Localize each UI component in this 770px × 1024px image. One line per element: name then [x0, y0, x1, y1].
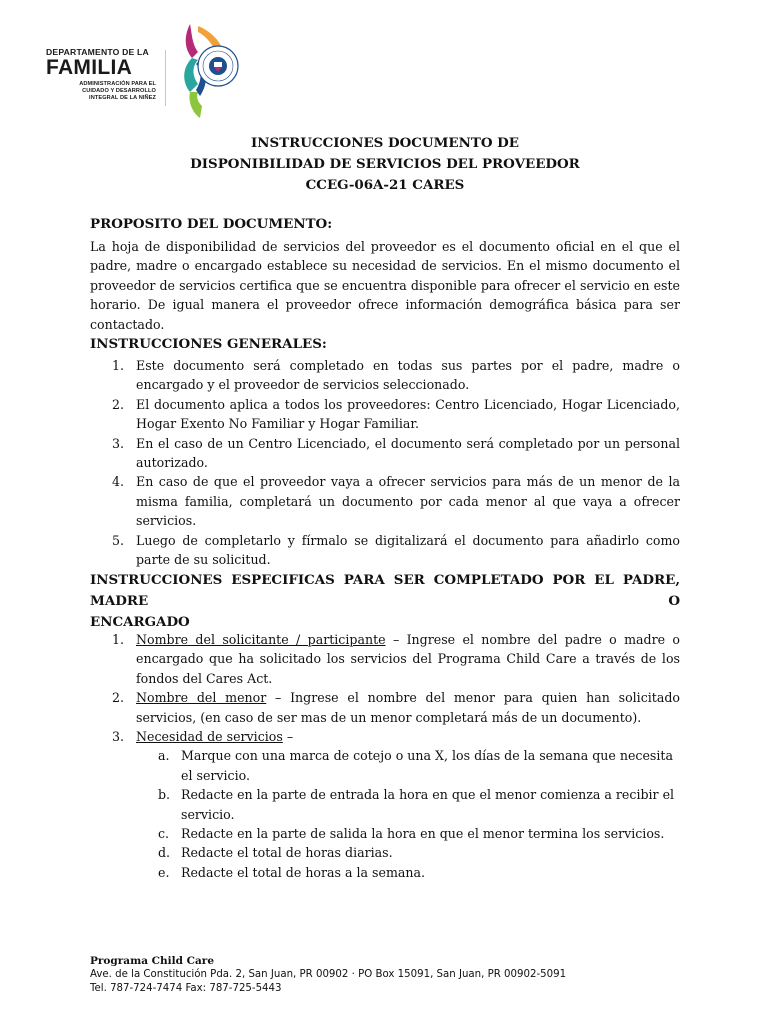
item-number: 2.	[112, 690, 125, 706]
item-text: Marque con una marca de cotejo o una X, los días de la semana que necesita el servicio.	[181, 748, 673, 783]
list-item	[90, 356, 680, 395]
item-text: – Ingrese el nombre del padre o madre o encargado que ha solicitado los servicios del Programa Child Care a través de los fondos del Cares Act.	[136, 632, 680, 686]
sublist-item	[136, 785, 680, 824]
item-letter: d.	[158, 845, 171, 861]
item-letter: e.	[158, 864, 170, 880]
field-name-label: Necesidad de servicios	[136, 729, 283, 745]
item-number: 1.	[112, 632, 125, 647]
purpose-heading: PROPOSITO DEL DOCUMENTO:	[90, 216, 333, 232]
list-item	[90, 630, 680, 688]
agency-subtitle	[46, 81, 156, 102]
item-text: Este documento será completado en todas sus partes por el padre, madre o encargado y el proveedor de servicios seleccionado.	[136, 358, 680, 393]
item-text: –	[282, 729, 294, 745]
familia-logo-icon	[178, 18, 248, 118]
list-item	[90, 727, 680, 882]
sublist-item	[136, 824, 680, 843]
item-text: Luego de completarlo y fírmalo se digitalizará el documento para añadirlo como parte de su solicitud.	[136, 532, 680, 568]
item-text: En caso de que el proveedor vaya a ofrecer servicios para más de un menor de la misma familia, completará un documento por cada menor al que vaya a ofrecer servicios.	[136, 474, 680, 529]
list-item	[90, 395, 680, 434]
specific-heading	[90, 570, 680, 633]
page-footer	[90, 954, 566, 996]
sublist-item	[136, 843, 680, 862]
item-number: 3.	[112, 435, 125, 451]
list-item	[90, 531, 680, 570]
sublist-item	[136, 746, 680, 785]
item-text: Redacte el total de horas diarias.	[181, 845, 393, 861]
title-line: CCEG-06A-21 CARES	[305, 177, 465, 193]
footer-program: Programa Child Care	[90, 955, 215, 967]
field-name-label: Nombre del solicitante / participante	[136, 632, 386, 647]
item-text: Redacte el total de horas a la semana.	[181, 864, 426, 880]
item-text: – Ingrese el nombre del menor para quien han solicitado servicios, (en caso de ser mas de un menor completará más de un documento).	[136, 690, 680, 725]
specific-heading-line: INSTRUCCIONES ESPECIFICAS PARA SER COMPLETADO POR EL PADRE, MADRE O	[90, 572, 680, 609]
list-item	[90, 472, 680, 530]
item-letter: b.	[158, 787, 171, 803]
dept-name: FAMILIA	[46, 56, 133, 79]
item-text: Redacte en la parte de entrada la hora en que el menor comienza a recibir el servicio.	[181, 787, 675, 822]
agency-logo-text	[46, 47, 156, 102]
agency-subtitle-line: INTEGRAL DE LA NIÑEZ	[89, 95, 156, 101]
item-text: El documento aplica a todos los proveedores: Centro Licenciado, Hogar Licenciado, Hogar Exento No Familiar y Hogar Familiar.	[136, 396, 680, 432]
service-needs-sublist	[136, 746, 680, 882]
list-item	[90, 688, 680, 727]
item-letter: c.	[158, 826, 170, 842]
footer-phone: Tel. 787-724-7474 Fax: 787-725-5443	[90, 983, 282, 994]
agency-subtitle-line: CUIDADO Y DESARROLLO	[82, 88, 156, 94]
agency-subtitle-line: ADMINISTRACIÓN PARA EL	[79, 81, 156, 87]
general-heading: INSTRUCCIONES GENERALES:	[90, 336, 327, 352]
item-text: En el caso de un Centro Licenciado, el documento será completado por un personal autorizado.	[136, 435, 680, 471]
item-number: 1.	[112, 358, 125, 373]
specific-heading-line: ENCARGADO	[90, 614, 190, 630]
logo-divider	[165, 50, 166, 106]
item-number: 3.	[112, 729, 125, 745]
item-number: 2.	[112, 396, 125, 412]
list-item	[90, 434, 680, 473]
field-name-label: Nombre del menor	[136, 690, 267, 706]
title-line: DISPONIBILIDAD DE SERVICIOS DEL PROVEEDOR	[190, 156, 580, 172]
item-number: 5.	[112, 532, 125, 548]
purpose-text: La hoja de disponibilidad de servicios del proveedor es el documento oficial en el que el padre, madre o encargado establece su necesidad de servicios. En el mismo documento el proveedor de servicios certifica que se encuentra disponible para ofrecer el servicio en este horario. De igual manera el proveedor ofrece información demográfica básica para ser contactado.	[90, 239, 680, 332]
item-text: Redacte en la parte de salida la hora en que el menor termina los servicios.	[181, 826, 665, 842]
sublist-item	[136, 863, 680, 882]
footer-address: Ave. de la Constitución Pda. 2, San Juan, PR 00902 · PO Box 15091, San Juan, PR 00902-5091	[90, 969, 567, 980]
item-letter: a.	[158, 748, 170, 764]
item-number: 4.	[112, 474, 125, 490]
document-title	[0, 133, 770, 196]
specific-instructions-list	[90, 630, 680, 882]
dept-label: DEPARTAMENTO DE LA	[46, 47, 149, 57]
title-line: INSTRUCCIONES DOCUMENTO DE	[251, 135, 519, 151]
general-instructions-list	[90, 356, 680, 569]
